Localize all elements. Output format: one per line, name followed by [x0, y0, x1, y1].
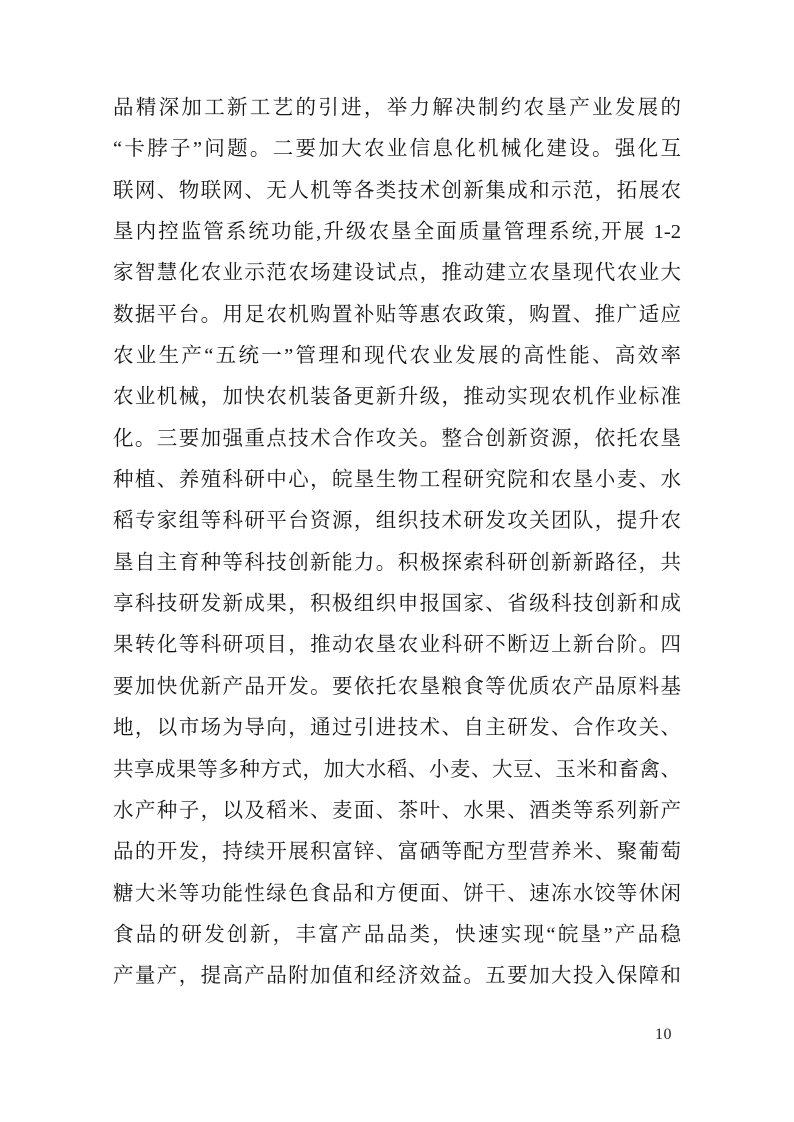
text-line: 享科技研发新成果，积极组织申报国家、省级科技创新和成 — [113, 593, 681, 616]
text-line: 家智慧化农业示范农场建设试点，推动建立农垦现代农业大 — [113, 262, 681, 285]
page-number: 10 — [655, 1026, 672, 1043]
text-line: 要加快优新产品开发。要依托农垦粮食等优质农产品原料基 — [113, 675, 681, 698]
text-line: 品精深加工新工艺的引进，举力解决制约农垦产业发展的 — [113, 97, 681, 119]
text-line: 化。三要加强重点技术合作攻关。整合创新资源，依托农垦 — [113, 427, 681, 450]
text-line: 共享成果等多种方式，加大水稻、小麦、大豆、玉米和畜禽、 — [113, 758, 681, 781]
text-line: 稻专家组等科研平台资源，组织技术研发攻关团队，提升农 — [113, 510, 681, 533]
text-line: 农业生产“五统一”管理和现代农业发展的高性能、高效率 — [113, 345, 681, 368]
text-line: 食品的研发创新，丰富产品品类，快速实现“皖垦”产品稳 — [113, 923, 681, 946]
document-body-text — [113, 88, 681, 998]
text-line: “卡脖子”问题。二要加大农业信息化机械化建设。强化互 — [113, 138, 681, 161]
text-line: 地，以市场为导向，通过引进技术、自主研发、合作攻关、 — [113, 717, 681, 740]
text-line: 糖大米等功能性绿色食品和方便面、饼干、速冻水饺等休闲 — [113, 882, 681, 905]
text-line: 垦自主育种等科技创新能力。积极探索科研创新新路径，共 — [113, 551, 681, 574]
text-line: 农业机械，加快农机装备更新升级，推动实现农机作业标准 — [113, 386, 681, 409]
text-line: 产量产，提高产品附加值和经济效益。五要加大投入保障和 — [113, 965, 681, 988]
text-line: 垦内控监管系统功能,升级农垦全面质量管理系统,开展 1-2 — [113, 221, 681, 244]
text-line: 联网、物联网、无人机等各类技术创新集成和示范，拓展农 — [113, 179, 681, 202]
text-line: 果转化等科研项目，推动农垦农业科研不断迈上新台阶。四 — [113, 634, 681, 657]
text-line: 品的开发，持续开展积富锌、富硒等配方型营养米、聚葡萄 — [113, 841, 681, 864]
text-line: 水产种子，以及稻米、麦面、茶叶、水果、酒类等系列新产 — [113, 799, 681, 822]
text-line: 种植、养殖科研中心，皖垦生物工程研究院和农垦小麦、水 — [113, 469, 681, 492]
text-line: 数据平台。用足农机购置补贴等惠农政策，购置、推广适应 — [113, 303, 681, 326]
